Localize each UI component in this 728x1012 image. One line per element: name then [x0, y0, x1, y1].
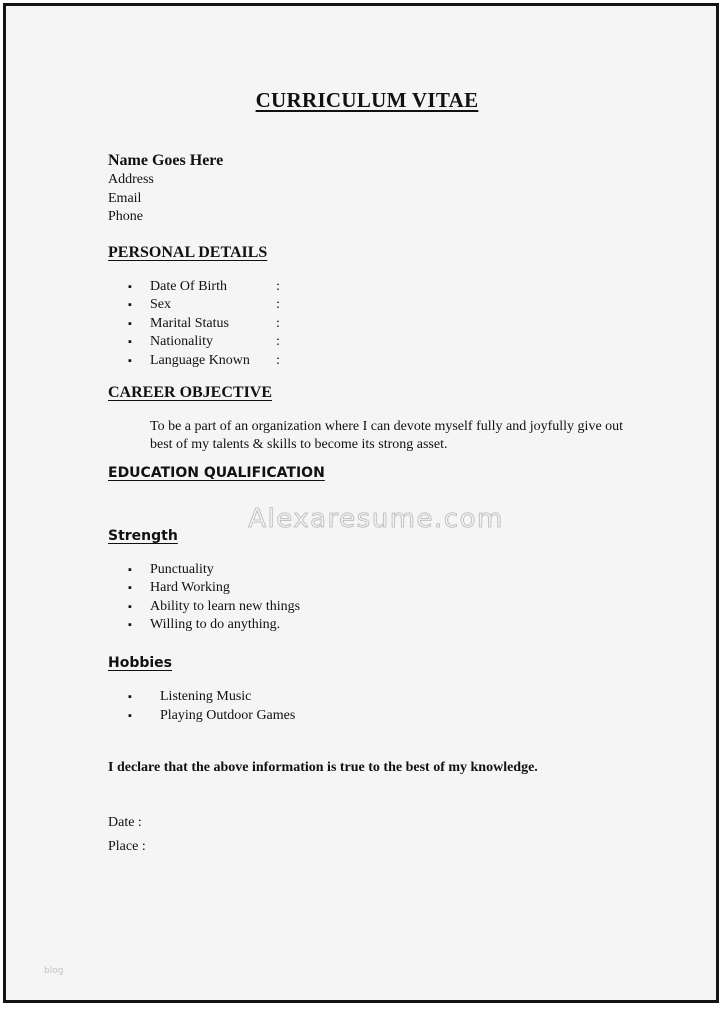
- detail-value: :: [276, 297, 280, 312]
- corner-tag: blog: [44, 966, 64, 976]
- bullet-icon: ▪: [128, 299, 132, 311]
- personal-detail-row: [128, 279, 280, 295]
- strength-item: [128, 599, 300, 615]
- place-field-label: Place :: [108, 839, 146, 854]
- objective-line: best of my talents & skills to become its strong asset.: [150, 437, 448, 452]
- bullet-icon: ▪: [128, 355, 132, 367]
- detail-label: Language Known: [150, 353, 250, 368]
- document-title: CURRICULUM VITAE: [255, 88, 479, 112]
- career-objective-heading: CAREER OBJECTIVE: [108, 384, 273, 401]
- bullet-icon: ▪: [128, 619, 132, 631]
- bullet-icon: ▪: [128, 564, 132, 576]
- detail-value: :: [276, 316, 280, 331]
- personal-details-heading: PERSONAL DETAILS: [108, 244, 268, 261]
- bullet-icon: ▪: [128, 582, 132, 594]
- strength-label: Punctuality: [150, 562, 214, 577]
- detail-label: Nationality: [150, 334, 213, 349]
- personal-detail-row: [128, 353, 280, 369]
- hobby-item: [128, 708, 295, 724]
- strength-label: Ability to learn new things: [150, 599, 301, 614]
- strength-item: [128, 562, 214, 578]
- strength-item: [128, 617, 280, 633]
- personal-detail-row: [128, 316, 280, 332]
- date-field-label: Date :: [108, 815, 142, 830]
- objective-line: To be a part of an organization where I can devote myself fully and joyfully give out: [150, 419, 624, 434]
- detail-label: Date Of Birth: [150, 279, 227, 294]
- bullet-icon: ▪: [128, 691, 132, 703]
- contact-email: Email: [108, 191, 142, 206]
- bullet-icon: ▪: [128, 318, 132, 330]
- bullet-icon: ▪: [128, 336, 132, 348]
- strength-label: Hard Working: [150, 580, 230, 595]
- personal-detail-row: [128, 334, 280, 350]
- strength-heading: Strength: [108, 528, 178, 544]
- bullet-icon: ▪: [128, 281, 132, 293]
- strength-label: Willing to do anything.: [150, 617, 281, 632]
- bullet-icon: ▪: [128, 710, 132, 722]
- strength-item: [128, 580, 230, 596]
- hobby-item: [128, 689, 251, 705]
- detail-value: :: [276, 334, 280, 349]
- detail-label: Sex: [150, 297, 171, 312]
- detail-value: :: [276, 279, 280, 294]
- personal-detail-row: [128, 297, 280, 313]
- detail-label: Marital Status: [150, 316, 229, 331]
- declaration-statement: I declare that the above information is true to the best of my knowledge.: [108, 760, 538, 775]
- contact-address: Address: [108, 172, 154, 187]
- watermark-text: Alexaresume.com: [248, 504, 504, 534]
- hobby-label: Listening Music: [160, 689, 252, 704]
- education-heading: EDUCATION QUALIFICATION: [108, 465, 325, 481]
- contact-phone: Phone: [108, 209, 143, 224]
- resume-page: [3, 3, 719, 1003]
- hobbies-heading: Hobbies: [108, 655, 173, 671]
- detail-value: :: [276, 353, 280, 368]
- candidate-name: Name Goes Here: [108, 152, 224, 169]
- bullet-icon: ▪: [128, 601, 132, 613]
- hobby-label: Playing Outdoor Games: [160, 708, 296, 723]
